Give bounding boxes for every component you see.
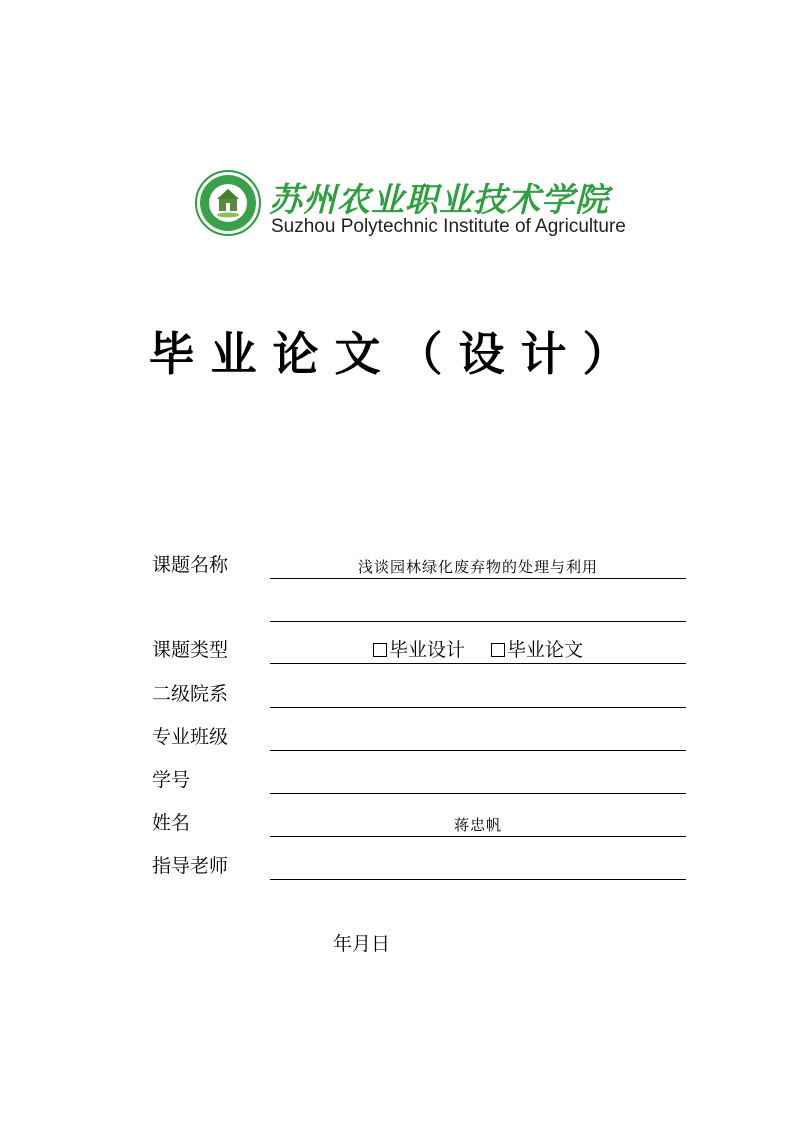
topic-label: 课题名称 bbox=[152, 554, 229, 576]
name-value: 蒋忠帆 bbox=[453, 816, 502, 834]
topic-continuation-line bbox=[270, 587, 686, 622]
topic-type-field bbox=[270, 629, 686, 664]
thesis-option-label: 毕业论文 bbox=[507, 639, 584, 661]
topic-value: 浅谈园林绿化废弃物的处理与利用 bbox=[357, 558, 598, 576]
advisor-field bbox=[270, 845, 686, 880]
name-row bbox=[152, 803, 686, 837]
advisor-label: 指导老师 bbox=[152, 855, 229, 877]
school-name-en: Suzhou Polytechnic Institute of Agriculture bbox=[271, 216, 626, 237]
design-checkbox[interactable] bbox=[373, 643, 387, 657]
name-label: 姓名 bbox=[152, 812, 191, 834]
date-line: 年月日 bbox=[333, 933, 391, 955]
major-class-field bbox=[270, 716, 686, 751]
topic-type-row bbox=[152, 630, 686, 664]
school-name-cn: 苏州农业职业技术学院 bbox=[269, 180, 609, 219]
student-id-label: 学号 bbox=[152, 769, 191, 791]
topic-row bbox=[152, 545, 686, 579]
design-option-label: 毕业设计 bbox=[388, 639, 465, 661]
major-class-row bbox=[152, 717, 686, 751]
school-header bbox=[195, 170, 665, 240]
major-class-label: 专业班级 bbox=[152, 726, 229, 748]
topic-field bbox=[270, 544, 686, 579]
school-seal-icon bbox=[195, 170, 261, 236]
department-row bbox=[152, 674, 686, 708]
thesis-checkbox[interactable] bbox=[491, 643, 505, 657]
topic-continuation-row bbox=[152, 588, 686, 622]
student-id-field bbox=[270, 759, 686, 794]
student-id-row bbox=[152, 760, 686, 794]
document-title: 毕业论文（设计） bbox=[148, 327, 645, 381]
topic-type-label: 课题类型 bbox=[152, 639, 229, 661]
department-label: 二级院系 bbox=[152, 683, 229, 705]
advisor-row bbox=[152, 846, 686, 880]
name-field bbox=[270, 802, 686, 837]
department-field bbox=[270, 673, 686, 708]
